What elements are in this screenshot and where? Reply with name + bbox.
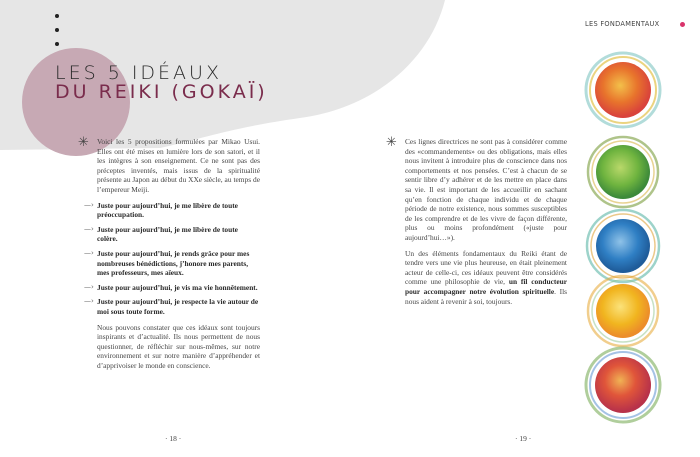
- running-head-dot-icon: [680, 22, 685, 27]
- right-paragraph-2: [405, 249, 567, 307]
- arrow-icon: —›: [84, 248, 94, 257]
- multicolor-orb: [583, 345, 663, 425]
- ideal-text: Juste pour aujourd’hui, je me libère de toute préoccupation.: [97, 200, 238, 220]
- para2-start: Un des éléments fondamentaux du Reiki étant de tendre vers une vie plus heureuse, en était pleinement acteur de celle-ci, ces idéaux peuvent être considérés comme une philosophie de vie,: [405, 248, 567, 287]
- arrow-icon: —›: [84, 282, 94, 291]
- arrow-icon: —›: [84, 200, 94, 209]
- page-number-left: · 18 ·: [165, 434, 182, 443]
- orange-red-orb: [583, 50, 663, 130]
- right-paragraph-1: Ces lignes directrices ne sont pas à considérer comme des «commandements» ou des obligations, mais elles nous invitent à introduire plus de conscience dans nos comportements et nos pensées. C’est à chacun de se sentir libre d’y adhérer et de les mettre en place dans sa vie. Il est important de les accueillir en sachant qu’en fonction de chaque individu et de chaque période de notre existence, nous sommes susceptibles de les comprendre et de les vivre de façon différente, plus ou moins profondément («juste pour aujourd’hui…»).: [405, 137, 567, 242]
- dot-icon: [55, 28, 59, 32]
- dot-icon: [55, 14, 59, 18]
- decorative-dots: [55, 14, 61, 56]
- intro-paragraph: Voici les 5 propositions formulées par Mikao Usui. Elles ont été mises en lumière lors de son satori, et il les intègres à son enseignement. Ce ne sont pas des préceptes inventés, mais issus de la spiritualité présente au Japon au début du XXe siècle, au temps de l’empereur Meiji.: [97, 137, 260, 194]
- arrow-icon: —›: [84, 297, 94, 306]
- ideal-text: Juste pour aujourd’hui, je respecte la vie autour de moi sous toute forme.: [97, 297, 259, 316]
- page-number-right: · 19 ·: [515, 434, 532, 443]
- green-orb: [585, 134, 661, 210]
- para2-bold: un fil conducteur pour accompagner notre évolution spirituelle: [405, 277, 567, 296]
- ideal-text: Juste pour aujourd’hui, je me libère de toute colère.: [97, 224, 238, 244]
- ideal-item: [84, 282, 260, 293]
- ideal-item: [84, 248, 260, 278]
- arrow-icon: —›: [84, 224, 94, 233]
- asterisk-star-icon: ✳: [386, 135, 397, 150]
- page-title: LES 5 IDÉAUX: [55, 62, 222, 84]
- left-text-column: [84, 137, 260, 376]
- para2-end: . Ils nous aident à revenir à soi, toujours.: [405, 286, 567, 306]
- dot-icon: [55, 42, 59, 46]
- ideal-item: [84, 297, 260, 316]
- page-subtitle: DU REIKI (GOKAÏ): [55, 81, 268, 103]
- ideal-item: [84, 200, 260, 220]
- outro-paragraph: Nous pouvons constater que ces idéaux sont toujours inspirants et d’actualité. Ils nous permettent de nous questionner, de réfléchir sur nous-mêmes, sur notre environnement et sur notre manière d’appréhender et d’apprivoiser le monde en conscience.: [97, 322, 260, 370]
- running-head: LES FONDAMENTAUX: [585, 20, 660, 28]
- ideals-list: [84, 200, 260, 317]
- ideal-text: Juste pour aujourd’hui, je rends grâce pour mes nombreuses bénédictions, j’honore mes parents, mes professeurs, mes aïeux.: [97, 248, 250, 278]
- ideal-item: [84, 224, 260, 244]
- ideal-text: Juste pour aujourd’hui, je vis ma vie honnêtement.: [97, 282, 258, 292]
- yellow-orb: [585, 273, 661, 349]
- right-text-column: [405, 137, 567, 312]
- asterisk-star-icon: ✳: [78, 135, 89, 150]
